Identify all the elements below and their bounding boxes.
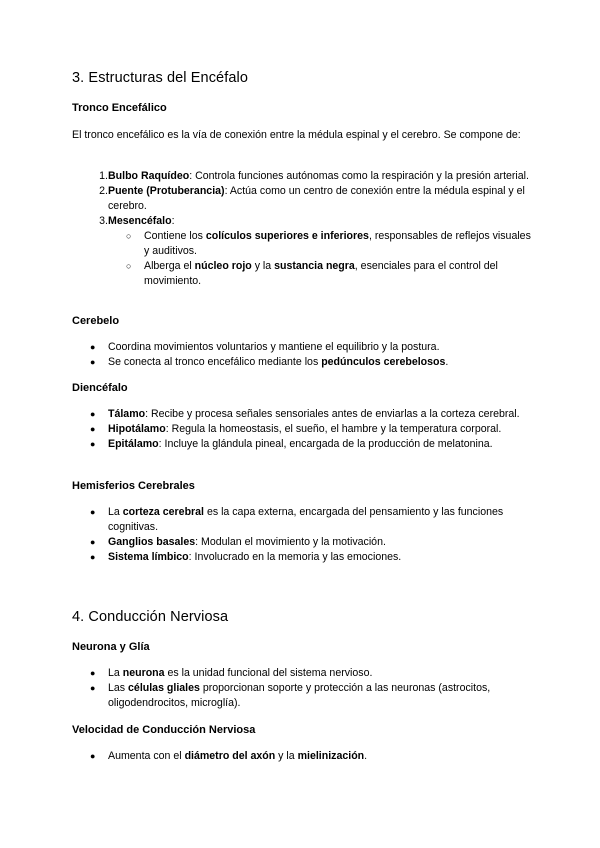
description: : Actúa como un centro de conexión entre la médula espinal y el cerebro. [108, 185, 525, 212]
list-number: 1. [99, 170, 108, 182]
list-item: ● La corteza cerebral es la capa externa, encargada del pensamiento y las funciones cognitivas. [90, 506, 504, 533]
tronco-intro: El tronco encefálico es la vía de conexión entre la médula espinal y el cerebro. Se compone de: [72, 129, 521, 141]
description: : [171, 215, 175, 227]
list-item: ● Epitálamo: Incluye la glándula pineal, encargada de la producción de melatonina. [90, 438, 493, 450]
bullet-icon: ● [90, 683, 96, 693]
bullet-icon: ● [90, 439, 96, 449]
bullet-icon: ● [90, 751, 96, 761]
neurona-heading: Neurona y Glía [72, 641, 150, 653]
circle-bullet-icon: ○ [126, 231, 132, 241]
list-item: ● Se conecta al tronco encefálico mediante los pedúnculos cerebelosos. [90, 356, 449, 368]
list-item: ● La neurona es la unidad funcional del sistema nervioso. [90, 667, 373, 679]
bullet-icon: ● [90, 507, 96, 517]
sub-list-item: ○ Alberga el núcleo rojo y la sustancia negra, esenciales para el control del movimiento. [126, 260, 498, 287]
list-item [72, 214, 532, 229]
list-number: 2. [99, 185, 108, 197]
list-item: ● Tálamo: Recibe y procesa señales sensoriales antes de enviarlas a la corteza cerebral. [90, 408, 520, 420]
hemisferios-heading: Hemisferios Cerebrales [72, 480, 195, 492]
bullet-icon: ● [90, 537, 96, 547]
velocidad-list [72, 749, 532, 764]
section-3-title: 3. Estructuras del Encéfalo [72, 70, 248, 86]
term: Bulbo Raquídeo [108, 170, 190, 182]
tronco-heading: Tronco Encefálico [72, 102, 167, 114]
cerebelo-heading: Cerebelo [72, 315, 120, 327]
diencefalo-heading: Diencéfalo [72, 382, 128, 394]
section-4-title: 4. Conducción Nerviosa [72, 609, 229, 625]
list-item: ● Ganglios basales: Modulan el movimiento y la motivación. [90, 536, 386, 548]
term: Mesencéfalo [108, 215, 172, 227]
bullet-icon: ● [90, 342, 96, 352]
bullet-icon: ● [90, 668, 96, 678]
tronco-list [72, 169, 532, 289]
list-item: ● Sistema límbico: Involucrado en la memoria y las emociones. [90, 551, 402, 563]
list-number: 3. [99, 215, 108, 227]
circle-bullet-icon: ○ [126, 261, 132, 271]
term: Puente (Protuberancia) [108, 185, 225, 197]
velocidad-heading: Velocidad de Conducción Nerviosa [72, 724, 256, 736]
sub-list-item: ○ Contiene los colículos superiores e inferiores, responsables de reflejos visuales y auditivos. [126, 230, 531, 257]
bullet-icon: ● [90, 357, 96, 367]
bullet-icon: ● [90, 424, 96, 434]
hemisferios-list [72, 505, 532, 565]
list-item [72, 169, 532, 184]
list-item: ● Hipotálamo: Regula la homeostasis, el sueño, el hambre y la temperatura corporal. [90, 423, 502, 435]
diencefalo-list [72, 407, 532, 452]
cerebelo-list [72, 340, 532, 370]
list-item [72, 184, 532, 214]
neurona-list [72, 666, 532, 711]
bullet-icon: ● [90, 409, 96, 419]
list-item: ● Coordina movimientos voluntarios y mantiene el equilibrio y la postura. [90, 341, 440, 353]
description: : Controla funciones autónomas como la respiración y la presión arterial. [189, 170, 529, 182]
bullet-icon: ● [90, 552, 96, 562]
list-item: ● Aumenta con el diámetro del axón y la mielinización. [90, 750, 368, 762]
list-item: ● Las células gliales proporcionan soporte y protección a las neuronas (astrocitos, oligodendrocitos, microglía). [90, 682, 491, 709]
